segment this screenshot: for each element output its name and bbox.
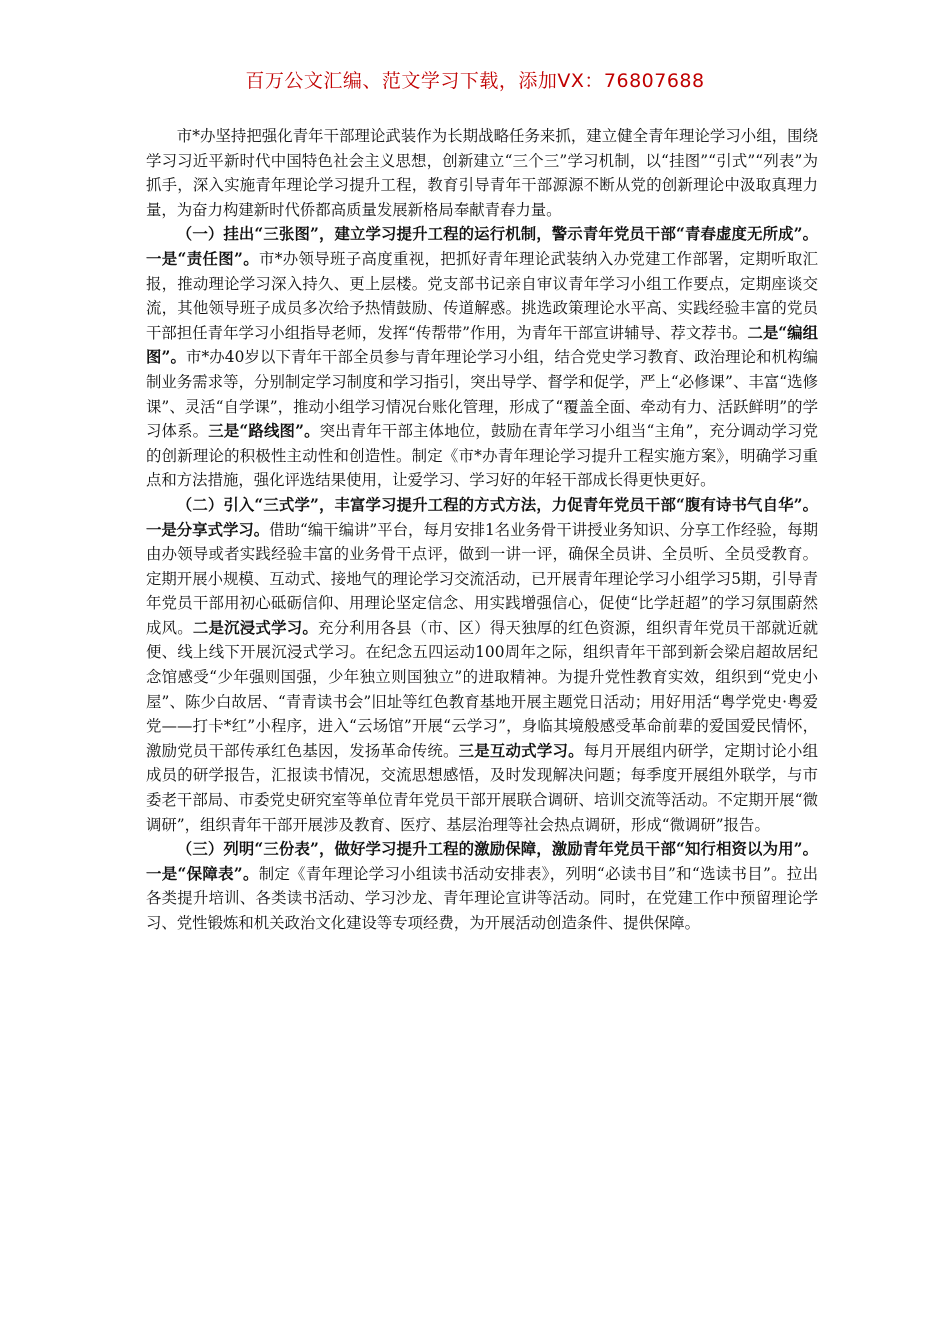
section-1-heading: （一）挂出“三张图”，建立学习提升工程的运行机制，警示青年党员干部“青春虚度无所成”。一是“责任图”。 [146,225,818,268]
section-1-paragraph [146,222,818,493]
subheading-hudongshi: 三是互动式学习。 [458,741,584,760]
paragraph-text: 突出青年干部主体地位，鼓励在青年学习小组当“主角”，充分调动学习党的创新理论的积极性主动性和创造性。制定《市*办青年理论学习提升工程实施方案》，明确学习重点和方法措施，强化评选结果使用，让爱学习、学习好的年轻干部成长得更快更好。 [146,422,818,490]
section-3-heading: （三）列明“三份表”，做好学习提升工程的激励保障，激励青年党员干部“知行相资以为用”。一是“保障表”。 [146,840,818,883]
section-2-paragraph [146,493,818,837]
section-2-heading: （二）引入“三式学”，丰富学习提升工程的方式方法，力促青年党员干部“腹有诗书气自华”。一是分享式学习。 [146,495,818,539]
paragraph-text: 充分利用各县（市、区）得天独厚的红色资源，组织青年党员干部就近就便、线上线下开展沉浸式学习。在纪念五四运动100周年之际，组织青年干部到新会梁启超故居纪念馆感受“少年强则国强，少年独立则国独立”的进取精神。为提升党性教育实效，组织到“党史小屋”、陈少白故居、“青青读书会”旧址等红色教育基地开展主题党日活动；用好用活“粤学党史·粤爱党——打卡*红”小程序，进入“云场馆”开展“云学习”，身临其境般感受革命前辈的爱国爱民情怀，激励党员干部传承红色基因，发扬革命传统。 [146,618,818,760]
paragraph-text: 市*办坚持把强化青年干部理论武装作为长期战略任务来抓，建立健全青年理论学习小组，围绕学习习近平新时代中国特色社会主义思想，创新建立“三个三”学习机制，以“挂图”“引式”“列表”为抓手，深入实施青年理论学习提升工程，教育引导青年干部源源不断从党的创新理论中汲取真理力量，为奋力构建新时代侨都高质量发展新格局奉献青春力量。 [146,127,818,219]
subheading-chenjinshi: 二是沉浸式学习。 [192,618,318,637]
intro-paragraph [146,124,818,222]
subheading-bianzutu: 二是“编组图”。 [146,323,818,367]
section-3-paragraph [146,837,818,935]
paragraph-text: 市*办40岁以下青年干部全员参与青年理论学习小组，结合党史学习教育、政治理论和机构编制业务需求等，分别制定学习制度和学习指引，突出导学、督学和促学，严上“必修课”、丰富“选修课”、灵活“自学课”，推动小组学习情况台账化管理，形成了“覆盖全面、牵动有力、活跃鲜明”的学习体系。 [146,348,819,441]
paragraph-text: 每月开展组内研学，定期讨论小组成员的研学报告，汇报读书情况，交流思想感悟，及时发现解决问题；每季度开展组外联学，与市委老干部局、市委党史研究室等单位青年党员干部开展联合调研、培训交流等活动。不定期开展“微调研”，组织青年干部开展涉及教育、医疗、基层治理等社会热点调研，形成“微调研”报告。 [146,741,818,834]
subheading-luxiantu: 三是“路线图”。 [208,422,320,441]
paragraph-text: 借助“编干编讲”平台，每月安排1名业务骨干讲授业务知识、分享工作经验，每期由办领导或者实践经验丰富的业务骨干点评，做到一讲一评，确保全员讲、全员听、全员受教育。定期开展小规模、互动式、接地气的理论学习交流活动，已开展青年理论学习小组学习5期，引导青年党员干部用初心砥砺信仰、用理论坚定信念、用实践增强信心，促使“比学赶超”的学习氛围蔚然成风。 [146,520,818,637]
paragraph-text: 市*办领导班子高度重视，把抓好青年理论武装纳入办党建工作部署，定期听取汇报，推动理论学习深入持久、更上层楼。党支部书记亲自审议青年学习小组工作要点，定期座谈交流，其他领导班子成员多次给予热情鼓励、传道解惑。挑选政策理论水平高、实践经验丰富的党员干部担任青年学习小组指导老师，发挥“传帮带”作用，为青年干部宣讲辅导、荐文荐书。 [146,249,818,342]
paragraph-text: 制定《青年理论学习小组读书活动安排表》，列明“必读书目”和“选读书目”。拉出各类提升培训、各类读书活动、学习沙龙、青年理论宣讲等活动。同时，在党建工作中预留理论学习、党性锻炼和机关政治文化建设等专项经费，为开展活动创造条件、提供保障。 [146,864,818,932]
watermark-header: 百万公文汇编、范文学习下载，添加VX：76807688 [245,70,705,92]
document-body [146,124,818,936]
